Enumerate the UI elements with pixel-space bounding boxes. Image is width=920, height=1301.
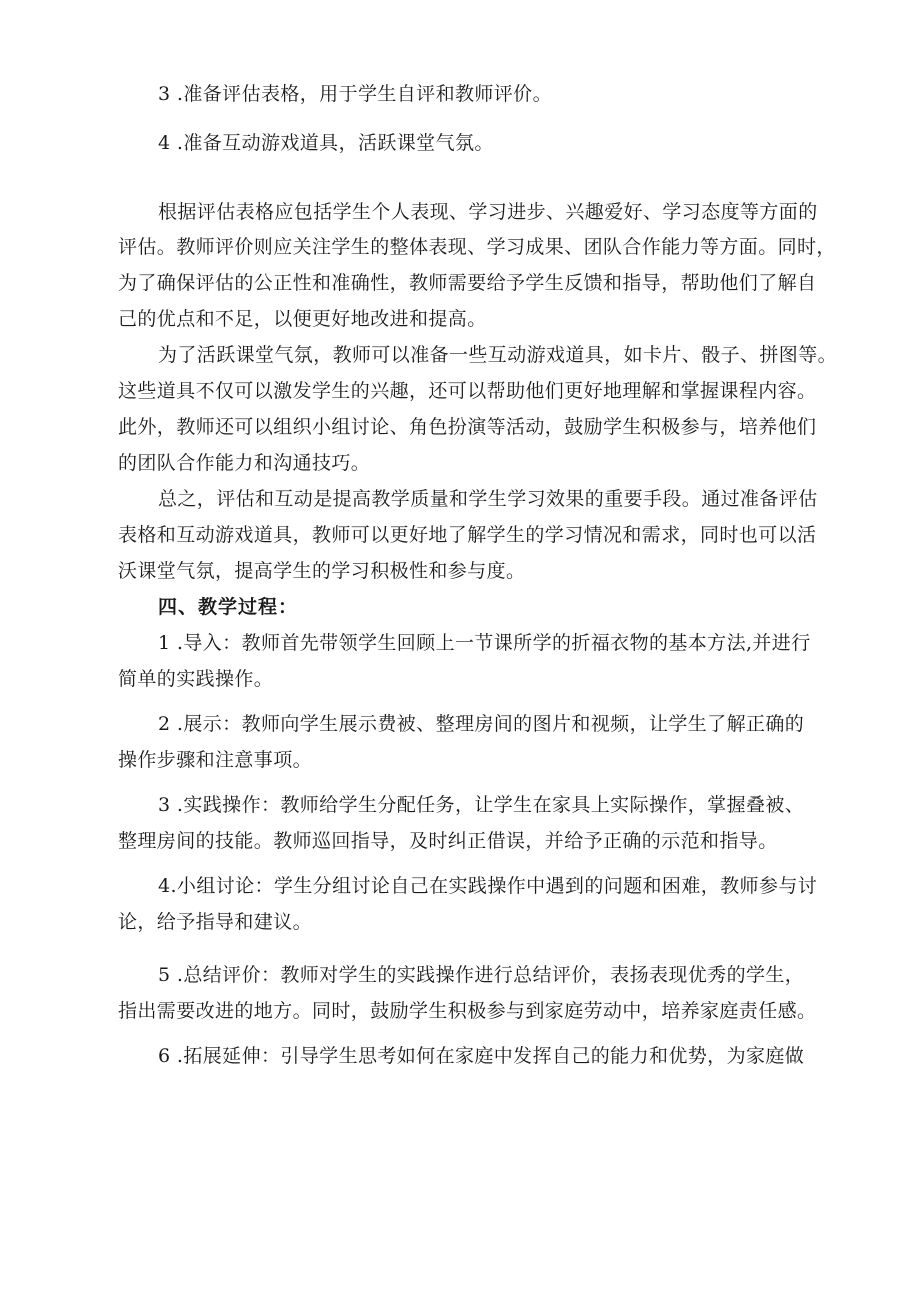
list-item-process-4-cont: 论，给予指导和建议。 (118, 911, 313, 933)
list-item-process-2: 2 .展示：教师向学生展示费被、整理房间的图片和视频，让学生了解正确的 (158, 713, 805, 735)
paragraph-line: 表格和互动游戏道具，教师可以更好地了解学生的学习情况和需求，同时也可以活 (118, 524, 817, 546)
list-item-process-3-cont: 整理房间的技能。教师巡回指导，及时纠正借误，并给予正确的示范和指导。 (118, 830, 778, 852)
list-item-process-1-cont: 简单的实践操作。 (118, 668, 274, 690)
list-item-process-3: 3 .实践操作：教师给学生分配任务，让学生在家具上实际操作，掌握叠被、 (158, 794, 805, 816)
list-item-process-5: 5 .总结评价：教师对学生的实践操作进行总结评价，表扬表现优秀的学生， (158, 964, 805, 986)
paragraph-line: 根据评估表格应包括学生个人表现、学习进步、兴趣爱好、学习态度等方面的 (158, 201, 818, 223)
paragraph-line: 此外，教师还可以组织小组讨论、角色扮演等活动，鼓励学生积极参与，培养他们 (118, 416, 817, 438)
paragraph-line: 评估。教师评价则应关注学生的整体表现、学习成果、团队合作能力等方面。同时， (118, 236, 836, 258)
paragraph-line: 的团队合作能力和沟通技巧。 (118, 452, 371, 474)
paragraph-line: 为了确保评估的公正性和准确性，教师需要给予学生反馈和指导，帮助他们了解自 (118, 272, 817, 294)
list-item-process-6: 6 .拓展延伸：引导学生思考如何在家庭中发挥自己的能力和优势，为家庭做 (158, 1045, 805, 1067)
list-item-process-4: 4.小组讨论：学生分组讨论自己在实践操作中遇到的问题和困难，教师参与讨 (158, 875, 818, 897)
list-item-process-2-cont: 操作步骤和注意事项。 (118, 749, 313, 771)
paragraph-line: 沃课堂气氛，提高学生的学习积极性和参与度。 (118, 560, 526, 582)
section-heading: 四、教学过程： (158, 596, 299, 618)
paragraph-line: 己的优点和不足，以便更好地改进和提高。 (118, 308, 487, 330)
paragraph-line: 为了活跃课堂气氛，教师可以准备一些互动游戏道具，如卡片、骰子、拼图等。 (158, 344, 838, 366)
list-item-process-5-cont: 指出需要改进的地方。同时，鼓励学生积极参与到家庭劳动中，培养家庭责任感。 (118, 1000, 817, 1022)
list-item-prep-3: 3 .准备评估表格，用于学生自评和教师评价。 (158, 83, 552, 105)
paragraph-line: 总之，评估和互动是提高教学质量和学生学习效果的重要手段。通过准备评估 (158, 488, 818, 510)
list-item-prep-4: 4 .准备互动游戏道具，活跃课堂气氛。 (158, 132, 494, 154)
paragraph-line: 这些道具不仅可以激发学生的兴趣，还可以帮助他们更好地理解和掌握课程内容。 (118, 380, 817, 402)
list-item-process-1: 1 .导入：教师首先带领学生回顾上一节课所学的折福衣物的基本方法,并进行 (158, 632, 811, 654)
